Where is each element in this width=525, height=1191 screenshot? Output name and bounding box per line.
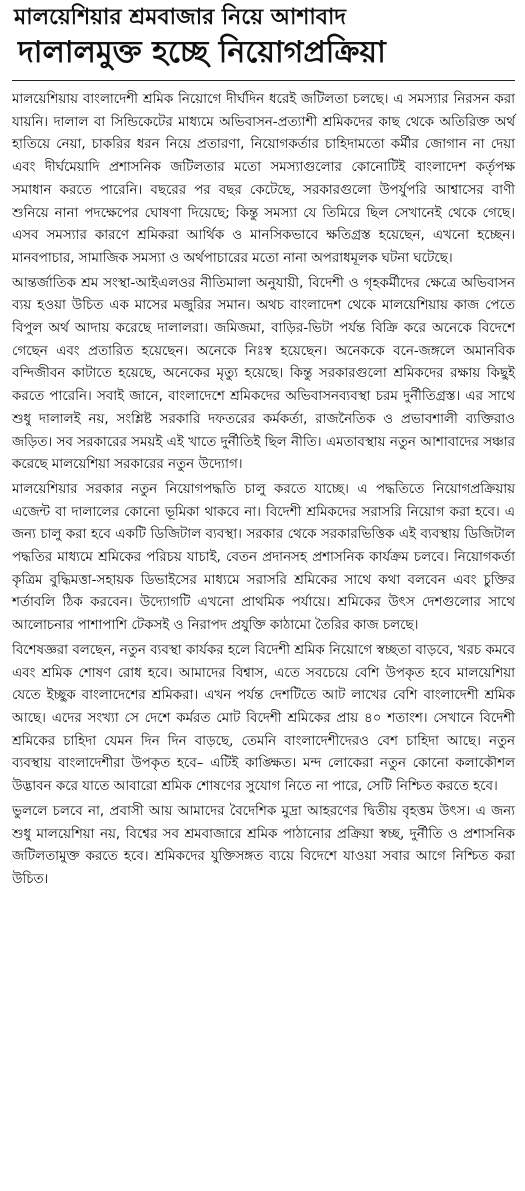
paragraph-3: মালয়েশিয়ার সরকার নতুন নিয়োগপদ্ধতি চালু করতে যাচ্ছে। এ পদ্ধতিতে নিয়োগপ্রক্রিয়ায় এজেন্ট বা দালালের কোনো ভূমিকা থাকবে না। বিদেশী শ্রমিকদের সরাসরি নিয়োগ করা হবে। এ জন্য চালু করা হবে একটি ডিজিটাল ব্যবস্থা। সরকার থেকে সরকারভিত্তিক এই ব্যবস্থায় ডিজিটাল পদ্ধতির মাধ্যমে শ্রমিকের পরিচয় যাচাই, বেতন প্রদানসহ প্রশাসনিক কার্যক্রম চলবে। নিয়োগকর্তা কৃত্রিম বুদ্ধিমত্তা-সহায়ক ডিভাইসের মাধ্যমে সরাসরি শ্রমিকের সাথে কথা বলবেন এবং চুক্তির শর্তাবলি ঠিক করবেন। উদ্যোগটি এখনো প্রাথমিক পর্যায়ে। শ্রমিকের উৎস দেশগুলোর সাথে আলোচনার পাশাপাশি টেকসই ও নিরাপদ প্রযুক্তি কাঠামো তৈরির কাজ চলছে। bbox=[12, 481, 515, 634]
paragraph-2: আন্তর্জাতিক শ্রম সংস্থা-আইএলওর নীতিমালা অনুযায়ী, বিদেশী ও গৃহকর্মীদের ক্ষেত্রে অভিবাসন ব্যয় হওয়া উচিত এক মাসের মজুরির সমান। অথচ বাংলাদেশ থেকে মালয়েশিয়ায় কাজ পেতে বিপুল অর্থ আদায় করেছে দালালরা। জমিজমা, বাড়ির-ভিটা পর্যন্ত বিক্রি করে অনেকে বিদেশে গেছেন এবং প্রতারিত হয়েছেন। অনেকে নিঃস্ব হয়েছেন। অনেককে বনে-জঙ্গলে অমানবিক বন্দিজীবন কাটাতে হয়েছে, অনেকের মৃত্যু হয়েছে। কিন্তু সরকারগুলো শ্রমিকদের রক্ষায় কিছুই করতে পারেনি। সবাই জানে, বাংলাদেশে শ্রমিকদের অভিবাসনব্যবস্থা চরম দুর্নীতিগ্রস্ত। এর সাথে শুধু দালালই নয়, সংশ্লিষ্ট সরকারি দফতরের কর্মকর্তা, রাজনৈতিক ও প্রভাবশালী ব্যক্তিরাও জড়িত। সব সরকারের সময়ই এই খাতে দুর্নীতিই ছিল নীতি। এমতাবস্থায় নতুন আশাবাদের সঞ্চার করেছে মালয়েশিয়া সরকারের নতুন উদ্যোগ। bbox=[12, 275, 515, 473]
paragraph-1: মালয়েশিয়ায় বাংলাদেশী শ্রমিক নিয়োগে দীর্ঘদিন ধরেই জটিলতা চলছে। এ সমস্যার নিরসন করা যায়নি। দালাল বা সিন্ডিকেটের মাধ্যমে অভিবাসন-প্রত্যাশী শ্রমিকদের কাছ থেকে অতিরিক্ত অর্থ হাতিয়ে নেয়া, চাকরির ধরন নিয়ে প্রতারণা, নিয়োগকর্তার চাহিদামতো কর্মীর জোগান না দেয়া এবং দীর্ঘমেয়াদি প্রশাসনিক জটিলতার মতো সমস্যাগুলোর কোনোটিই বাংলাদেশ কর্তৃপক্ষ সমাধান করতে পারেনি। বছরের পর বছর কেটেছে, সরকারগুলো উপর্যুপরি আশ্বাসের বাণী শুনিয়ে নানা পদক্ষেপের ঘোষণা দিয়েছে; কিন্তু সমস্যা যে তিমিরে ছিল সেখানেই থেকে গেছে। এসব সমস্যার কারণে শ্রমিকরা আর্থিক ও মানসিকভাবে ক্ষতিগ্রস্ত হয়েছেন, এখনো হচ্ছেন। মানবপাচার, সামাজিক সমস্যা ও অর্থপাচারের মতো নানা অপরাধমূলক ঘটনা ঘটেছে। bbox=[12, 92, 515, 266]
paragraph-4: বিশেষজ্ঞরা বলছেন, নতুন ব্যবস্থা কার্যকর হলে বিদেশী শ্রমিক নিয়োগে স্বচ্ছতা বাড়বে, খরচ কমবে এবং শ্রমিক শোষণ রোধ হবে। আমাদের বিশ্বাস, এতে সবচেয়ে বেশি উপকৃত হবে মালয়েশিয়া যেতে ইচ্ছুক বাংলাদেশের শ্রমিকরা। এখন পর্যন্ত দেশটিতে আট লাখের বেশি বাংলাদেশী শ্রমিক আছে। এদের সংখ্যা সে দেশে কর্মরত মোট বিদেশী শ্রমিকের প্রায় ৪০ শতাংশ। সেখানে বিদেশী শ্রমিকের চাহিদা যেমন দিন দিন বাড়ছে, তেমনি বাংলাদেশীদেরও বেশ চাহিদা আছে। নতুন ব্যবস্থায় বাংলাদেশীরা উপকৃত হবে– এটিই কাঙ্ক্ষিত। মন্দ লোকেরা নতুন কোনো কলাকৌশল উদ্ভাবন করে যাতে আবারো শ্রমিক শোষণের সুযোগ নিতে না পারে, সেটি নিশ্চিত করতে হবে। bbox=[12, 642, 515, 795]
kicker-title: মালয়েশিয়ার শ্রমবাজার নিয়ে আশাবাদ bbox=[14, 5, 346, 30]
headline-divider bbox=[12, 80, 515, 81]
headline: দালালমুক্ত হচ্ছে নিয়োগপ্রক্রিয়া bbox=[18, 35, 386, 70]
paragraph-5: ভুললে চলবে না, প্রবাসী আয় আমাদের বৈদেশিক মুদ্রা আহরণের দ্বিতীয় বৃহত্তম উৎস। এ জন্য শুধু মালয়েশিয়া নয়, বিশ্বের সব শ্রমবাজারে শ্রমিক পাঠানোর প্রক্রিয়া স্বচ্ছ, দুর্নীতি ও প্রশাসনিক জটিলতামুক্ত করতে হবে। শ্রমিকদের যুক্তিসঙ্গত ব্যয়ে বিদেশে যাওয়া সবার আগে নিশ্চিত করা উচিত। bbox=[12, 803, 515, 887]
article-body bbox=[12, 89, 515, 892]
